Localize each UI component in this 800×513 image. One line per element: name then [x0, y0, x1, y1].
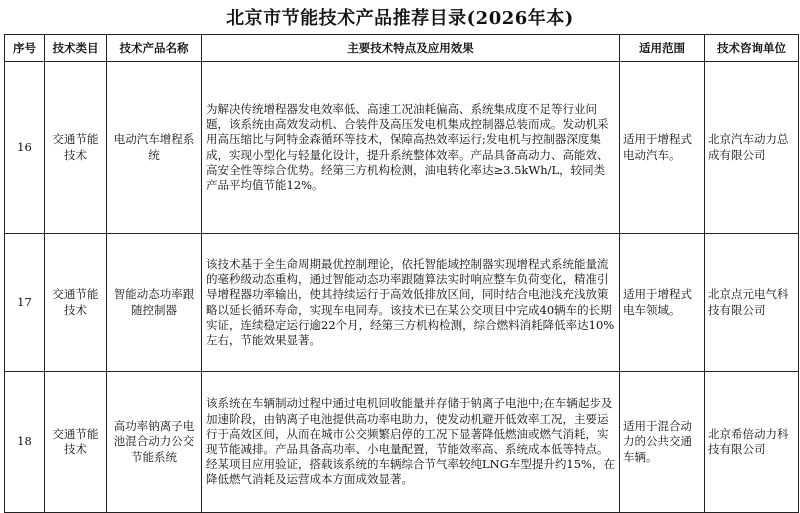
row-scope: 适用于混合动力的公共交通车辆。: [620, 372, 705, 513]
document-title: 北京市节能技术产品推荐目录(2026年本): [226, 8, 574, 29]
row-description: 该系统在车辆制动过程中通过电机回收能量并存储于钠离子电池中;在车辆起步及加速阶段，由钠离子电池提供高功率电助力，使发动机避开低效率工况，主要运行于高效区间，从而在城市公交频繁启停的工况下显著降低燃油或燃气消耗，实现节能减排。产品具备高功率、小电量配置，节能效率高、系统成本低等特点。经某项目应用验证，搭载该系统的车辆综合节气率较纯LNG车型提升约15%，在降低燃气消耗及运营成本方面成效显著。: [202, 372, 620, 513]
row-product: 电动汽车增程系统: [107, 62, 202, 234]
row-category: 交通节能技术: [45, 62, 107, 234]
table-row: [5, 372, 799, 513]
table-row: [5, 62, 799, 234]
row-no: 18: [5, 372, 45, 513]
row-scope: 适用于增程式电动汽车。: [620, 62, 705, 234]
row-unit: 北京希倍动力科技有限公司: [705, 372, 799, 513]
row-description: 该技术基于全生命周期最优控制理论，依托智能域控制器实现增程式系统能量流的毫秒级动态重构，通过智能动态功率跟随算法实时响应整车负荷变化，精准引导增程器功率输出，使其持续运行于高效低排放区间，同时结合电池浅充浅放策略以延长循环寿命，实现车电同寿。该技术已在某公交项目中完成40辆车的长期实证，连续稳定运行逾22个月，经第三方机构检测，综合燃料消耗降低率达10%左右，节能效果显著。: [202, 234, 620, 372]
row-no: 16: [5, 62, 45, 234]
table-row: [5, 234, 799, 372]
row-unit: 北京汽车动力总成有限公司: [705, 62, 799, 234]
row-product: 智能动态功率跟随控制器: [107, 234, 202, 372]
row-category: 交通节能技术: [45, 372, 107, 513]
header-unit: 技术咨询单位: [705, 35, 799, 62]
header-description: 主要技术特点及应用效果: [202, 35, 620, 62]
row-unit: 北京点元电气科技有限公司: [705, 234, 799, 372]
row-scope: 适用于增程式电车领域。: [620, 234, 705, 372]
header-category: 技术类目: [45, 35, 107, 62]
row-no: 17: [5, 234, 45, 372]
row-product: 高功率钠离子电池混合动力公交节能系统: [107, 372, 202, 513]
row-description: 为解决传统增程器发电效率低、高速工况油耗偏高、系统集成度不足等行业问题，该系统由高效发动机、合装件及高压发电机集成控制器总装而成。发动机采用高压缩比与阿特金森循环等技术，保障高热效率运行;发电机与控制器深度集成，实现小型化与轻量化设计，提升系统整体效率。产品具备高动力、高能效、高安全性等综合优势。经第三方机构检测，油电转化率达≥3.5kWh/L，较同类产品平均值节能12%。: [202, 62, 620, 234]
header-no: 序号: [5, 35, 45, 62]
row-category: 交通节能技术: [45, 234, 107, 372]
header-product: 技术产品名称: [107, 35, 202, 62]
table-header-row: [5, 35, 799, 62]
header-scope: 适用范围: [620, 35, 705, 62]
catalog-table: [4, 34, 799, 513]
